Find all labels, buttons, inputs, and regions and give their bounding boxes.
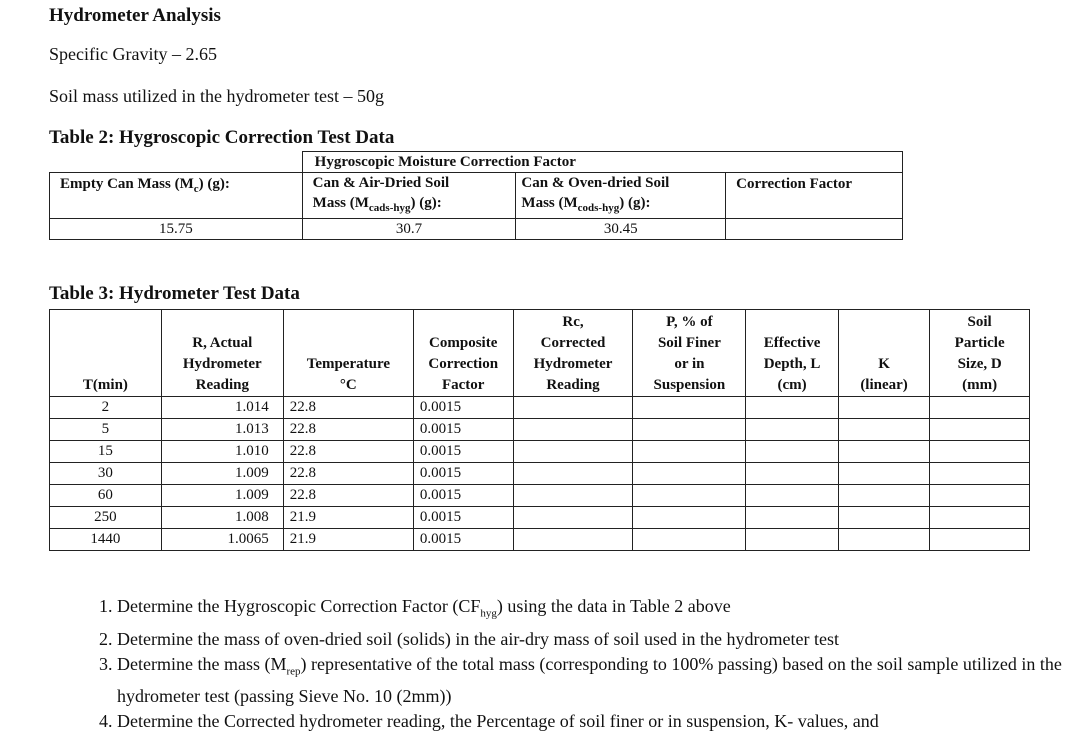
cell-temperature: 21.9 bbox=[283, 507, 413, 529]
table2-col-air-dried: Can & Air-Dried Soil Mass $(M_{cads-hyg})$ (g): bbox=[302, 173, 516, 219]
cell-correction: 0.0015 bbox=[413, 397, 513, 419]
cell-time: 2 bbox=[50, 397, 162, 419]
header-corrected-reading: Rc, Corrected Hydrometer Reading bbox=[513, 310, 633, 397]
table-row bbox=[50, 463, 1030, 485]
cell-time: 60 bbox=[50, 485, 162, 507]
hygroscopic-correction-table bbox=[49, 151, 903, 240]
cell-reading: 1.009 bbox=[161, 485, 283, 507]
instruction-item: 1. Determine the Hygroscopic Correction Factor $(CF_{hyg})$ using the data in Table 2 above bbox=[117, 594, 1074, 627]
table-row bbox=[50, 529, 1030, 551]
table-row bbox=[50, 507, 1030, 529]
table2-col-correction-factor: Correction Factor bbox=[726, 173, 903, 219]
specific-gravity-text: Specific Gravity – 2.65 bbox=[49, 44, 217, 64]
instruction-item: 3. Determine the mass $(M_{rep})$ representative of the total mass (corresponding to 100% passing) based on the soil sample utilized in the hydrometer test (passing Sieve No. 10 (2mm)) bbox=[117, 652, 1074, 710]
cell-temperature: 22.8 bbox=[283, 419, 413, 441]
cell-time: 250 bbox=[50, 507, 162, 529]
table2-cell: 30.45 bbox=[516, 219, 726, 240]
table-row bbox=[50, 419, 1030, 441]
table2-caption: Table 2: Hygroscopic Correction Test Data bbox=[49, 127, 395, 148]
document-title: Hydrometer Analysis bbox=[49, 5, 221, 26]
instruction-item: 2. Determine the mass of oven-dried soil (solids) in the air-dry mass of soil used in the hydrometer test bbox=[117, 627, 1074, 652]
cell-reading: 1.009 bbox=[161, 463, 283, 485]
cell-temperature: 22.8 bbox=[283, 463, 413, 485]
header-time: T(min) bbox=[50, 310, 162, 397]
table2-cell bbox=[726, 219, 903, 240]
instruction-item: 4. Determine the Corrected hydrometer reading, the Percentage of soil finer or in suspension, K- values, and bbox=[117, 709, 1074, 734]
table-row bbox=[50, 485, 1030, 507]
cell-temperature: 22.8 bbox=[283, 485, 413, 507]
cell-temperature: 22.8 bbox=[283, 397, 413, 419]
soil-mass-text: Soil mass utilized in the hydrometer test – 50g bbox=[49, 86, 384, 106]
cell-temperature: 22.8 bbox=[283, 441, 413, 463]
cell-correction: 0.0015 bbox=[413, 441, 513, 463]
cell-correction: 0.0015 bbox=[413, 485, 513, 507]
table3-caption: Table 3: Hydrometer Test Data bbox=[49, 283, 300, 304]
cell-reading: 1.008 bbox=[161, 507, 283, 529]
table2-col-empty-can: Empty Can Mass $(M_c)$ (g): bbox=[50, 173, 303, 219]
cell-correction: 0.0015 bbox=[413, 529, 513, 551]
cell-temperature: 21.9 bbox=[283, 529, 413, 551]
instructions-list bbox=[81, 594, 1074, 734]
cell-time: 30 bbox=[50, 463, 162, 485]
cell-reading: 1.014 bbox=[161, 397, 283, 419]
header-effective-depth: Effective Depth, L (cm) bbox=[746, 310, 839, 397]
table2-cell: 15.75 bbox=[50, 219, 303, 240]
table-row bbox=[50, 397, 1030, 419]
cell-reading: 1.010 bbox=[161, 441, 283, 463]
hydrometer-test-table bbox=[49, 309, 1030, 551]
header-particle-size: Soil Particle Size, D (mm) bbox=[930, 310, 1030, 397]
header-actual-reading: R, Actual Hydrometer Reading bbox=[161, 310, 283, 397]
cell-correction: 0.0015 bbox=[413, 463, 513, 485]
header-composite-correction: Composite Correction Factor bbox=[413, 310, 513, 397]
cell-reading: 1.0065 bbox=[161, 529, 283, 551]
header-temperature: Temperature °C bbox=[283, 310, 413, 397]
header-k-linear: K (linear) bbox=[838, 310, 929, 397]
cell-time: 5 bbox=[50, 419, 162, 441]
cell-time: 15 bbox=[50, 441, 162, 463]
table2-col-oven-dried: Can & Oven-dried Soil Mass $(M_{cods-hyg})$ (g): bbox=[516, 173, 726, 219]
table2-group-header: Hygroscopic Moisture Correction Factor bbox=[302, 152, 902, 173]
cell-time: 1440 bbox=[50, 529, 162, 551]
cell-reading: 1.013 bbox=[161, 419, 283, 441]
header-percent-finer: P, % of Soil Finer or in Suspension bbox=[633, 310, 746, 397]
table-row bbox=[50, 441, 1030, 463]
table2-cell: 30.7 bbox=[302, 219, 516, 240]
cell-correction: 0.0015 bbox=[413, 507, 513, 529]
cell-correction: 0.0015 bbox=[413, 419, 513, 441]
